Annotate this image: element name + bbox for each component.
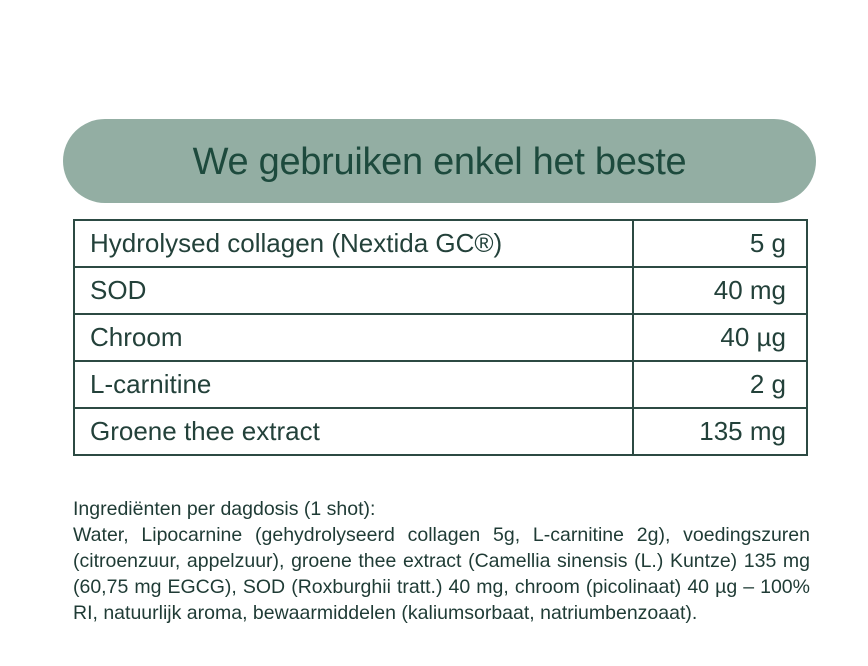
nutrient-name: SOD <box>74 267 633 314</box>
title-banner <box>63 119 816 203</box>
ingredients-heading: Ingrediënten per dagdosis (1 shot): <box>73 498 376 520</box>
nutrient-amount: 40 mg <box>633 267 807 314</box>
nutrient-table <box>73 219 808 456</box>
table-row <box>74 408 807 455</box>
nutrient-name: Groene thee extract <box>74 408 633 455</box>
nutrient-name: L-carnitine <box>74 361 633 408</box>
nutrient-name: Hydrolysed collagen (Nextida GC®) <box>74 220 633 267</box>
nutrient-name: Chroom <box>74 314 633 361</box>
nutrient-amount: 2 g <box>633 361 807 408</box>
table-row <box>74 220 807 267</box>
nutrient-amount: 5 g <box>633 220 807 267</box>
table-row <box>74 314 807 361</box>
nutrient-amount: 135 mg <box>633 408 807 455</box>
table-row <box>74 267 807 314</box>
ingredients-block <box>73 496 810 626</box>
nutrient-amount: 40 µg <box>633 314 807 361</box>
ingredients-text: Water, Lipocarnine (gehydrolyseerd collagen 5g, L-carnitine 2g), voedingszuren (citroenzuur, appelzuur), groene thee extract (Camellia sinensis (L.) Kuntze) 135 mg (60,75 mg EGCG), SOD (Roxburghii tratt.) 40 mg, chroom (picolinaat) 40 µg – 100% RI, natuurlijk aroma, bewaarmiddelen (kaliumsorbaat, natriumbenzoaat). <box>73 524 810 624</box>
page-title: We gebruiken enkel het beste <box>192 140 687 183</box>
table-row <box>74 361 807 408</box>
